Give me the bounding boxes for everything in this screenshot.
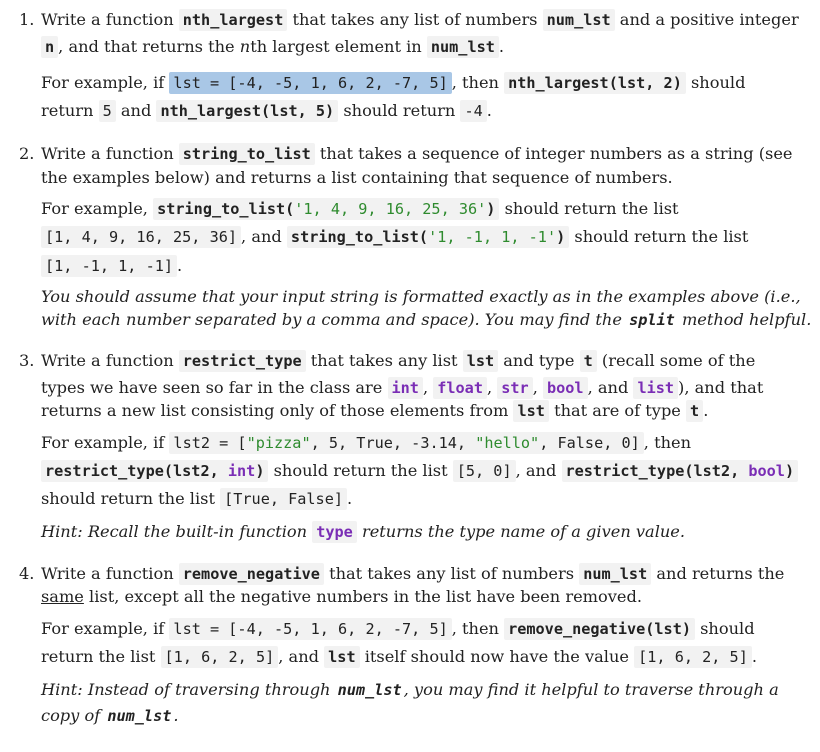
code-value: [1, 6, 2, 5] xyxy=(161,646,279,668)
problem-number: 3. xyxy=(19,351,35,370)
text: , and xyxy=(587,378,634,397)
text: , then xyxy=(451,619,505,638)
string-literal: '1, -1, 1, -1' xyxy=(428,228,557,246)
text: and returns the xyxy=(651,564,785,583)
code-value: -4 xyxy=(460,100,486,122)
text: , and that returns the xyxy=(58,37,240,56)
code-value: [5, 0] xyxy=(453,460,516,482)
text: ), and that xyxy=(678,378,764,397)
problem-number: 2. xyxy=(19,144,35,163)
code-value: 5 xyxy=(99,100,116,122)
type-bool: bool xyxy=(547,379,584,397)
code-call: ) xyxy=(486,200,496,218)
problem-number: 1. xyxy=(19,10,35,29)
problem-3-line-4 xyxy=(41,432,691,454)
problem-1-line-1 xyxy=(19,9,799,31)
text: . xyxy=(177,256,183,275)
code-call: string_to_list( xyxy=(290,228,429,246)
type-bool: bool xyxy=(748,462,785,480)
math-var: n xyxy=(239,37,251,56)
underlined-word: same xyxy=(41,587,84,606)
code-call: restrict_type(lst2, xyxy=(45,462,228,480)
problem-3-line-2 xyxy=(41,377,763,399)
text: . xyxy=(703,401,709,420)
text: , then xyxy=(451,73,505,92)
string-literal: "hello" xyxy=(475,434,540,452)
text: the examples below) and returns a list containing that sequence of numbers. xyxy=(41,168,673,187)
code-value: [True, False] xyxy=(220,488,347,510)
text: that are of type xyxy=(548,401,687,420)
text: types we have seen so far in the class are xyxy=(41,378,388,397)
problem-3-line-7 xyxy=(41,521,685,543)
param-name: lst xyxy=(466,352,495,370)
string-literal: '1, 4, 9, 16, 25, 36' xyxy=(294,200,487,218)
code-text: , 5, True, -3.14, xyxy=(310,434,476,452)
code-value: [1, 6, 2, 5] xyxy=(634,646,752,668)
problem-number: 4. xyxy=(19,564,35,583)
problem-2-line-3 xyxy=(41,198,679,220)
text: , xyxy=(422,378,434,397)
type-int: int xyxy=(391,379,419,397)
text: . xyxy=(486,101,492,120)
code-value: lst = [-4, -5, 1, 6, 2, -7, 5] xyxy=(169,618,451,640)
function-name: string_to_list xyxy=(182,145,311,163)
text: . xyxy=(498,37,505,56)
note-text: with each number separated by a comma and space). You may find the xyxy=(41,310,628,329)
text: Write a function xyxy=(41,564,179,583)
param-name: lst xyxy=(517,402,545,420)
note-text: , you may find it helpful to traverse through a xyxy=(403,680,779,699)
builtin-type: type xyxy=(316,523,353,541)
problem-2-line-6 xyxy=(41,286,801,308)
code-call: ) xyxy=(556,228,566,246)
problem-2-line-1 xyxy=(19,143,793,165)
function-name: nth_largest xyxy=(182,11,284,29)
problem-3-line-5 xyxy=(41,460,798,482)
code-call: remove_negative(lst) xyxy=(508,620,691,638)
type-float: float xyxy=(437,379,483,397)
note-text: You should assume that your input string is formatted exactly as in the examples above (i.e., xyxy=(41,287,801,306)
text: Write a function xyxy=(41,144,179,163)
note-text: . xyxy=(173,706,179,725)
text: should return the list xyxy=(569,227,749,246)
text: itself should now have the value xyxy=(359,647,635,666)
param-name: num_lst xyxy=(546,11,611,29)
problem-3-line-1 xyxy=(19,350,755,372)
problem-4-line-3 xyxy=(41,618,755,640)
note-text: method helpful. xyxy=(676,310,812,329)
text: and type xyxy=(498,351,580,370)
text: should xyxy=(694,619,755,638)
problem-4-line-2 xyxy=(41,586,642,608)
text: should return the list xyxy=(499,199,679,218)
text: , and xyxy=(278,647,325,666)
text: , xyxy=(532,378,543,397)
code-call: ) xyxy=(784,462,795,480)
code-call: string_to_list( xyxy=(157,200,295,218)
note-text: Hint: Recall the built-in function xyxy=(41,522,313,541)
text: (recall some of the xyxy=(596,351,756,370)
problem-2-line-7 xyxy=(41,309,811,331)
text: Write a function xyxy=(41,10,179,29)
problem-1-line-3 xyxy=(41,72,745,94)
code-call: restrict_type(lst2, xyxy=(565,462,749,480)
text: return the list xyxy=(41,647,161,666)
text: and a positive integer xyxy=(614,10,799,29)
problem-4-line-4 xyxy=(41,646,757,668)
param-name: num_lst xyxy=(583,565,648,583)
text: , and xyxy=(241,227,287,246)
code-call: nth_largest(lst, 2) xyxy=(508,74,682,92)
text: that takes any list of numbers xyxy=(287,10,543,29)
text: return xyxy=(41,101,99,120)
param-name: t xyxy=(690,402,700,420)
code-text: lst2 = [ xyxy=(173,434,247,452)
text: , then xyxy=(643,433,692,452)
text: For example, if xyxy=(41,619,170,638)
type-str: str xyxy=(501,379,529,397)
code-text: , False, 0] xyxy=(539,434,640,452)
text: list, except all the negative numbers in the list have been removed. xyxy=(83,587,642,606)
param-name: t xyxy=(583,352,593,370)
code-call: ) xyxy=(255,462,265,480)
code-value: [1, 4, 9, 16, 25, 36] xyxy=(41,226,241,248)
text: , and xyxy=(515,461,562,480)
text: . xyxy=(347,489,353,508)
code-value: [1, -1, 1, -1] xyxy=(41,255,177,277)
param-name: n xyxy=(45,38,55,56)
problem-2-line-4 xyxy=(41,226,748,248)
problem-4-line-1 xyxy=(19,563,784,585)
text: . xyxy=(751,647,758,666)
text: For example, if xyxy=(41,433,170,452)
text: For example, xyxy=(41,199,154,218)
code-call: nth_largest(lst, 5) xyxy=(160,102,335,120)
text: and xyxy=(115,101,157,120)
param-name: num_lst xyxy=(337,681,402,699)
text: that takes any list xyxy=(305,351,463,370)
text: should return the list xyxy=(41,489,221,508)
note-text: Hint: Instead of traversing through xyxy=(41,680,336,699)
note-text: returns the type name of a given value. xyxy=(356,522,686,541)
note-text: copy of xyxy=(41,706,106,725)
text: should xyxy=(685,73,746,92)
text: returns a new list consisting only of those elements from xyxy=(41,401,514,420)
text: should return xyxy=(338,101,461,120)
type-int: int xyxy=(227,462,256,480)
text: should return the list xyxy=(268,461,453,480)
string-literal: "pizza" xyxy=(246,434,311,452)
problem-1-line-4 xyxy=(41,100,492,122)
problem-4-line-5 xyxy=(41,679,779,701)
param-name: lst xyxy=(328,648,356,666)
problem-3-line-3 xyxy=(41,400,708,422)
type-list: list xyxy=(637,379,675,397)
problem-2-line-5 xyxy=(41,255,182,277)
function-name: remove_negative xyxy=(182,565,320,583)
text: that takes any list of numbers xyxy=(323,564,580,583)
problem-1-line-2 xyxy=(41,36,504,58)
problem-3-line-6 xyxy=(41,488,352,510)
method-name: split xyxy=(629,311,675,329)
param-name: num_lst xyxy=(107,707,172,725)
problem-4-line-6 xyxy=(41,705,179,727)
text: , xyxy=(486,378,498,397)
text: For example, if xyxy=(41,73,170,92)
text: Write a function xyxy=(41,351,179,370)
selected-code[interactable]: lst = [-4, -5, 1, 6, 2, -7, 5] xyxy=(169,72,451,94)
param-name: num_lst xyxy=(430,38,495,56)
function-name: restrict_type xyxy=(182,352,302,370)
text: th largest element in xyxy=(250,37,427,56)
text: that takes a sequence of integer numbers as a string (see xyxy=(314,144,793,163)
problem-2-line-2 xyxy=(41,167,673,189)
